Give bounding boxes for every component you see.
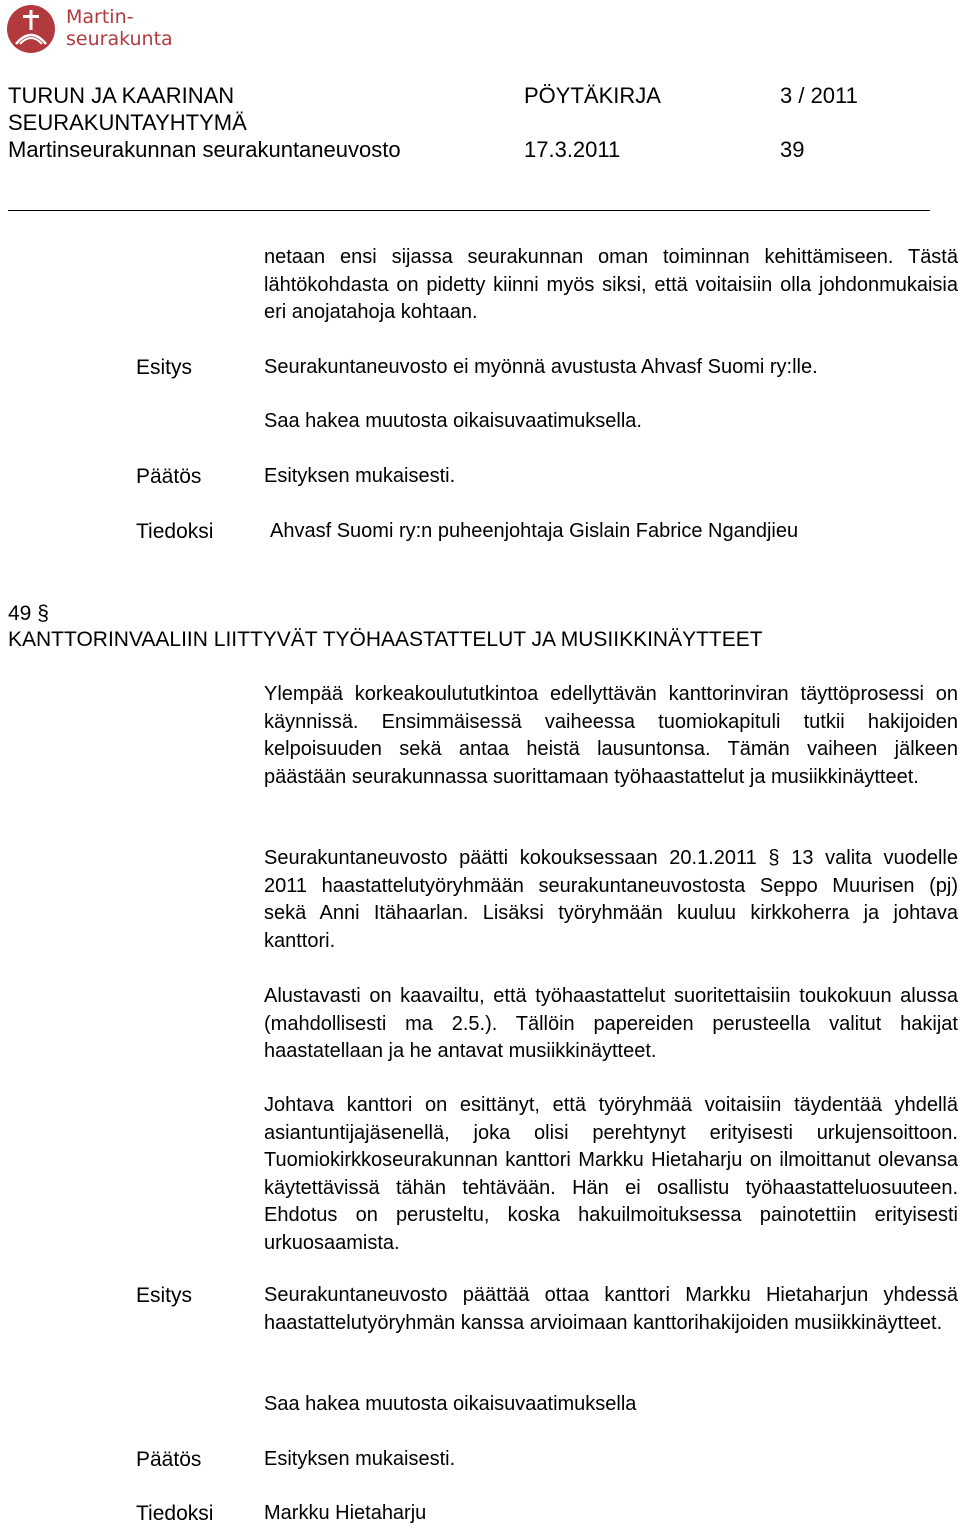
section-title: KANTTORINVAALIIN LIITTYVÄT TYÖHAASTATTELUT JA MUSIIKKINÄYTTEET [8, 628, 763, 651]
tiedoksi-text: Ahvasf Suomi ry:n puheenjohtaja Gislain Fabrice Ngandjieu [270, 520, 799, 542]
page-number: 39 [780, 137, 805, 162]
tiedoksi-label: Tiedoksi [136, 520, 214, 543]
logo-wordmark [66, 6, 173, 50]
section-tiedoksi-text: Markku Hietaharju [264, 1502, 427, 1524]
section-paragraph-4: Johtava kanttori on esittänyt, että työryhmää voitaisiin täydentää yhdellä asiantuntijajäsenellä, joka olisi perehtynyt erityisesti urkujensoittoon. Tuomiokirkkoseurakunnan kanttori Markku Hietaharju on ilmoittanut olevansa käytettävissä tähän tehtävään. Hän ei osallistu työhaastatteluosuuteen. Ehdotus on perusteltu, koska hakuilmoituksessa painotettiin erityisesti urkuosaamista. [264, 1094, 958, 1254]
continued-paragraph: netaan ensi sijassa seurakunnan oman toiminnan kehittämiseen. Tästä lähtökohdasta on pidetty kiinni myös siksi, että voitaisiin olla johdonmukaisia eri anojatahoja kohtaan. [264, 246, 958, 323]
martinseurakunta-logo [6, 4, 226, 58]
org-name-line-1: TURUN JA KAARINAN [8, 83, 235, 108]
paatos-label: Päätös [136, 465, 202, 488]
esitys-label: Esitys [136, 356, 193, 379]
church-emblem-icon [6, 4, 56, 54]
logo-line-1: Martin- [66, 6, 134, 28]
section-esitys-label: Esitys [136, 1284, 193, 1307]
meeting-date: 17.3.2011 [524, 137, 621, 162]
org-name-line-2: SEURAKUNTAYHTYMÄ [8, 110, 247, 135]
section-paatos-label: Päätös [136, 1448, 202, 1471]
logo-line-2: seurakunta [66, 28, 173, 50]
section-paragraph-1: Ylempää korkeakoulututkintoa edellyttävän kanttorinviran täyttöprosessi on käynnissä. Ensimmäisessä vaiheessa tuomiokapituli tutkii hakijoiden kelpoisuuden sekä antaa heistä lausuntonsa. Tämän vaiheen jälkeen päästään seurakunnassa suorittamaan työhaastattelut ja musiikkinäytteet. [264, 683, 958, 788]
section-esitys-text: Seurakuntaneuvosto päättää ottaa kanttori Markku Hietaharjun yhdessä haastattelutyöryhmän kanssa arvioimaan kanttorihakijoiden musiikkinäytteet. [264, 1284, 958, 1334]
appeal-notice: Saa hakea muutosta oikaisuvaatimuksella. [264, 410, 642, 432]
section-paragraph-3: Alustavasti on kaavailtu, että työhaastattelut suoritettaisiin toukokuun alussa (mahdollisesti ma 2.5.). Tällöin papereiden perusteella valitut hakijat haastatellaan ja he antavat musiikkinäytteet. [264, 985, 958, 1062]
section-appeal-notice: Saa hakea muutosta oikaisuvaatimuksella [264, 1393, 637, 1415]
section-number: 49 § [8, 602, 49, 625]
document-number: 3 / 2011 [780, 83, 858, 108]
document-type: PÖYTÄKIRJA [524, 83, 661, 108]
meeting-body: Martinseurakunnan seurakuntaneuvosto [8, 137, 401, 162]
section-paatos-text: Esityksen mukaisesti. [264, 1448, 456, 1470]
esitys-text: Seurakuntaneuvosto ei myönnä avustusta Ahvasf Suomi ry:lle. [264, 356, 818, 378]
section-tiedoksi-label: Tiedoksi [136, 1502, 214, 1525]
section-paragraph-2: Seurakuntaneuvosto päätti kokouksessaan 20.1.2011 § 13 valita vuodelle 2011 haastattelutyöryhmään seurakuntaneuvostosta Seppo Muurisen (pj) sekä Anni Itähaarlan. Lisäksi työryhmään kuuluu kirkkoherra ja johtava kanttori. [264, 847, 958, 952]
header-divider [8, 210, 930, 211]
paatos-text: Esityksen mukaisesti. [264, 465, 456, 487]
